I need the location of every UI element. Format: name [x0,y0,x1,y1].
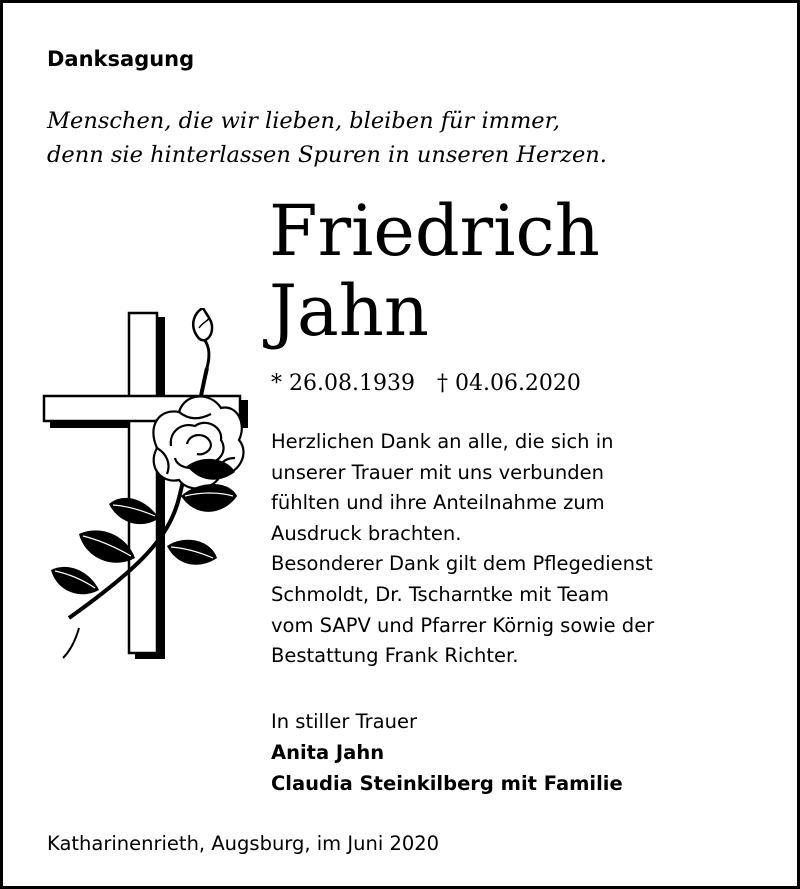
place-date-line: Katharinenrieth, Augsburg, im Juni 2020 [47,832,440,855]
quote-line: Menschen, die wir lieben, bleiben für immer, [47,108,561,134]
thanks-line: Herzlichen Dank an alle, die sich in [271,430,614,453]
death-date: † 04.06.2020 [436,371,581,396]
quote [47,104,607,172]
mourner-name: Claudia Steinkilberg mit Familie [271,772,623,795]
thanks-line: Besonderer Dank gilt dem Pflegedienst [271,552,653,576]
thanks-line: vom SAPV und Pfarrer Körnig sowie der [271,613,655,637]
cross-with-rose-icon [39,308,259,688]
birth-date: * 26.08.1939 [271,371,415,396]
thanks-line: Ausdruck brachten. [271,521,462,545]
deceased-name [269,191,600,351]
thanks-line: Schmoldt, Dr. Tscharntke mit Team [271,582,610,606]
quote-line: denn sie hinterlassen Spuren in unseren Herzen. [47,142,607,168]
last-name: Jahn [269,270,429,352]
first-name: Friedrich [269,190,600,272]
mourning-intro: In stiller Trauer [271,710,417,733]
thanks-text [271,427,654,672]
thanks-line: unserer Trauer mit uns verbunden [271,460,604,484]
thanks-line: Bestattung Frank Richter. [271,644,519,668]
thanks-line: fühlten und ihre Anteilnahme zum [271,491,605,515]
heading: Danksagung [47,47,195,71]
mourners-block [271,706,623,799]
life-dates [271,369,581,399]
mourner-name: Anita Jahn [271,741,385,764]
